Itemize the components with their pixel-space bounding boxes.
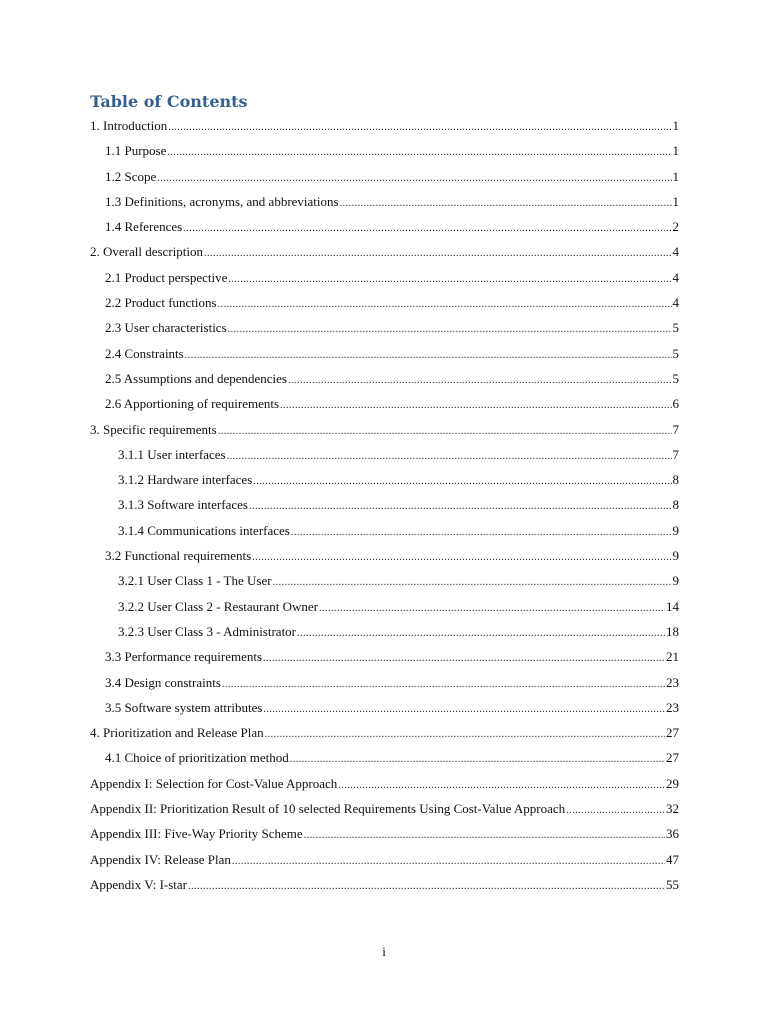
- toc-entry-title: 1.3 Definitions, acronyms, and abbreviations: [105, 193, 339, 209]
- toc-dot-leader: [280, 391, 671, 418]
- toc-entry[interactable]: [90, 543, 679, 568]
- toc-dot-leader: [304, 821, 665, 848]
- toc-dot-leader: [188, 872, 665, 899]
- toc-entry-page-number: 29: [666, 775, 679, 791]
- toc-entry[interactable]: [90, 771, 679, 796]
- toc-entry-title: 3.2.1 User Class 1 - The User: [118, 573, 272, 589]
- toc-entry-page-number: 4: [672, 244, 679, 260]
- toc-entry-page-number: 23: [666, 674, 679, 690]
- toc-entry-page-number: 7: [672, 421, 679, 437]
- toc-entry-page-number: 47: [666, 851, 679, 867]
- toc-entry-title: 3.4 Design constraints: [105, 674, 221, 690]
- toc-entry-title: 3.2.3 User Class 3 - Administrator: [118, 623, 297, 639]
- toc-entry[interactable]: [90, 619, 679, 644]
- toc-entry-title: 1.4 References: [105, 219, 183, 235]
- toc-entry[interactable]: [90, 745, 679, 770]
- toc-entry-page-number: 9: [672, 573, 679, 589]
- toc-entry-title: 1.2 Scope: [105, 168, 157, 184]
- toc-entry-title: 2.5 Assumptions and dependencies: [105, 370, 287, 386]
- toc-entry-page-number: 32: [666, 801, 679, 817]
- toc-dot-leader: [273, 568, 672, 595]
- toc-entry[interactable]: [90, 341, 679, 366]
- toc-dot-leader: [566, 796, 665, 823]
- toc-dot-leader: [232, 847, 665, 874]
- toc-entry-page-number: 23: [666, 699, 679, 715]
- toc-entry[interactable]: [90, 568, 679, 593]
- toc-dot-leader: [183, 214, 671, 241]
- page-number: i: [382, 944, 386, 959]
- toc-entry[interactable]: [90, 290, 679, 315]
- toc-entry-title: 2. Overall description: [90, 244, 203, 260]
- toc-entry-page-number: 5: [672, 320, 679, 336]
- toc-entry[interactable]: [90, 821, 679, 846]
- toc-entry[interactable]: [90, 720, 679, 745]
- toc-entry-title: Appendix V: I-star: [90, 876, 187, 892]
- toc-entry[interactable]: [90, 138, 679, 163]
- toc-entry-page-number: 1: [672, 193, 679, 209]
- toc-entry-page-number: 9: [672, 548, 679, 564]
- toc-entry-page-number: 27: [666, 750, 679, 766]
- toc-dot-leader: [263, 695, 665, 722]
- toc-dot-leader: [290, 745, 665, 772]
- toc-entry-title: Appendix III: Five-Way Priority Scheme: [90, 826, 303, 842]
- toc-dot-leader: [228, 265, 671, 292]
- toc-dot-leader: [218, 417, 672, 444]
- toc-dot-leader: [228, 315, 672, 342]
- toc-entry-page-number: 27: [666, 725, 679, 741]
- toc-entry[interactable]: [90, 239, 679, 264]
- toc-entry-page-number: 8: [672, 497, 679, 513]
- toc-entry-title: 3.2 Functional requirements: [105, 548, 252, 564]
- toc-entry-page-number: 18: [666, 623, 679, 639]
- toc-entry[interactable]: [90, 695, 679, 720]
- toc-entry-title: 4. Prioritization and Release Plan: [90, 725, 264, 741]
- toc-entry-title: 3.2.2 User Class 2 - Restaurant Owner: [118, 598, 319, 614]
- toc-entry[interactable]: [90, 796, 679, 821]
- toc-dot-leader: [338, 771, 665, 798]
- toc-entry-title: 3.1.2 Hardware interfaces: [118, 472, 253, 488]
- toc-entry[interactable]: [90, 492, 679, 517]
- toc-entry[interactable]: [90, 847, 679, 872]
- toc-entry[interactable]: [90, 518, 679, 543]
- toc-entry[interactable]: [90, 366, 679, 391]
- toc-entry-title: Appendix IV: Release Plan: [90, 851, 231, 867]
- toc-dot-leader: [185, 341, 672, 368]
- toc-dot-leader: [288, 366, 672, 393]
- toc-entry-page-number: 8: [672, 472, 679, 488]
- toc-dot-leader: [319, 594, 665, 621]
- toc-entry[interactable]: [90, 391, 679, 416]
- toc-entry-page-number: 1: [672, 143, 679, 159]
- toc-dot-leader: [157, 164, 671, 191]
- toc-entry-page-number: 5: [672, 345, 679, 361]
- toc-entry-title: 2.4 Constraints: [105, 345, 184, 361]
- toc-entry[interactable]: [90, 315, 679, 340]
- toc-entry-title: 3. Specific requirements: [90, 421, 217, 437]
- toc-entry-page-number: 1: [672, 168, 679, 184]
- toc-entry-title: 2.6 Apportioning of requirements: [105, 396, 280, 412]
- toc-entry[interactable]: [90, 164, 679, 189]
- toc-dot-leader: [167, 138, 671, 165]
- toc-entry-title: Appendix II: Prioritization Result of 10 selected Requirements Using Cost-Value Approach: [90, 801, 566, 817]
- toc-entry-title: 2.2 Product functions: [105, 295, 217, 311]
- toc-dot-leader: [222, 670, 665, 697]
- toc-entry[interactable]: [90, 644, 679, 669]
- toc-entry-page-number: 4: [672, 295, 679, 311]
- toc-entry[interactable]: [90, 442, 679, 467]
- toc-dot-leader: [265, 720, 665, 747]
- toc-entry-title: 3.5 Software system attributes: [105, 699, 263, 715]
- toc-entry-page-number: 55: [666, 876, 679, 892]
- toc-entry[interactable]: [90, 467, 679, 492]
- toc-entry-page-number: 6: [672, 396, 679, 412]
- toc-entry[interactable]: [90, 113, 679, 138]
- toc-entry[interactable]: [90, 670, 679, 695]
- toc-entry[interactable]: [90, 872, 679, 897]
- toc-entry-page-number: 2: [672, 219, 679, 235]
- toc-dot-leader: [291, 518, 672, 545]
- toc-dot-leader: [249, 492, 672, 519]
- toc-entry-title: 1. Introduction: [90, 118, 168, 133]
- toc-entry-title: 4.1 Choice of prioritization method: [105, 750, 289, 766]
- toc-dot-leader: [252, 543, 671, 570]
- toc-title: Table of Contents: [90, 92, 248, 111]
- toc-dot-leader: [253, 467, 671, 494]
- toc-list: [90, 113, 679, 897]
- toc-dot-leader: [204, 239, 672, 266]
- toc-entry-title: Appendix I: Selection for Cost-Value Approach: [90, 775, 338, 791]
- toc-dot-leader: [340, 189, 672, 216]
- toc-entry[interactable]: [90, 265, 679, 290]
- toc-entry[interactable]: [90, 189, 679, 214]
- toc-entry-title: 3.1.1 User interfaces: [118, 446, 226, 462]
- toc-entry-page-number: 5: [672, 370, 679, 386]
- toc-entry-title: 1.1 Purpose: [105, 143, 167, 159]
- toc-entry[interactable]: [90, 214, 679, 239]
- toc-entry-title: 3.1.3 Software interfaces: [118, 497, 248, 513]
- toc-entry[interactable]: [90, 417, 679, 442]
- toc-dot-leader: [168, 113, 671, 140]
- toc-entry-page-number: 7: [672, 446, 679, 462]
- toc-entry-page-number: 1: [672, 118, 679, 133]
- toc-entry-title: 3.3 Performance requirements: [105, 649, 263, 665]
- toc-entry-page-number: 14: [666, 598, 679, 614]
- toc-entry-page-number: 4: [672, 269, 679, 285]
- toc-entry[interactable]: [90, 594, 679, 619]
- toc-dot-leader: [218, 290, 672, 317]
- toc-entry-page-number: 36: [666, 826, 679, 842]
- toc-dot-leader: [227, 442, 672, 469]
- toc-entry-title: 2.3 User characteristics: [105, 320, 227, 336]
- toc-entry-page-number: 21: [666, 649, 679, 665]
- toc-entry-title: 3.1.4 Communications interfaces: [118, 522, 290, 538]
- toc-dot-leader: [297, 619, 665, 646]
- toc-entry-title: 2.1 Product perspective: [105, 269, 228, 285]
- toc-entry-page-number: 9: [672, 522, 679, 538]
- toc-dot-leader: [263, 644, 665, 671]
